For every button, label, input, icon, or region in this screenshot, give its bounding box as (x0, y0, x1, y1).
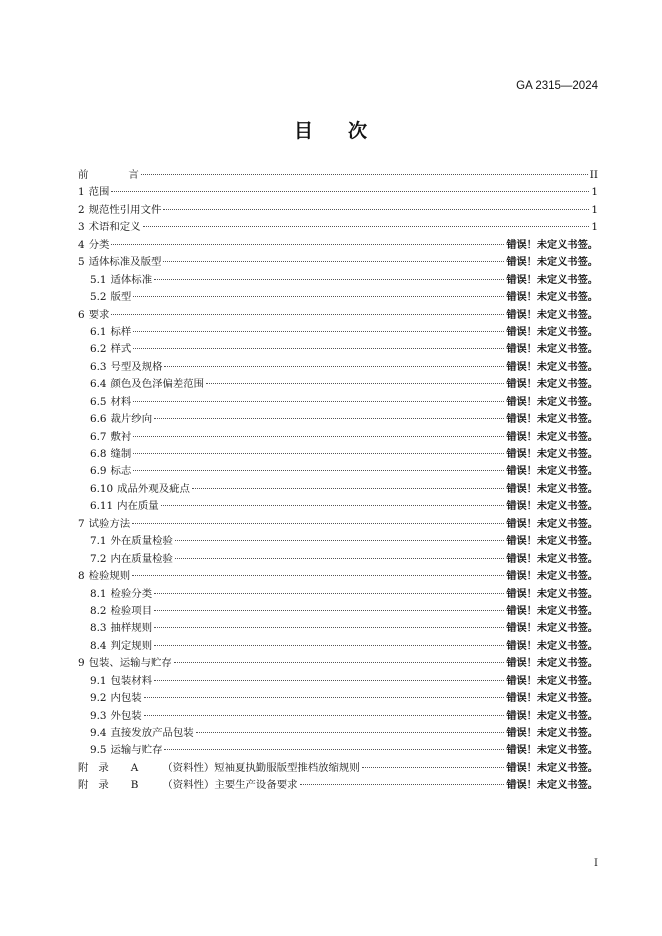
toc-entry[interactable] (78, 585, 598, 602)
toc-page-number: II (589, 169, 598, 181)
dot-leader (362, 767, 505, 768)
toc-entry-label: 敷衬 (110, 430, 132, 443)
toc-page-number: 错误！未定义书签。 (506, 379, 598, 391)
toc-page-number: 错误！未定义书签。 (506, 326, 598, 338)
toc-entry[interactable] (78, 288, 598, 305)
dot-leader (154, 610, 504, 611)
appendix-word-char-1: 附 (78, 779, 89, 792)
toc-entry-number: 7.1 (90, 535, 107, 548)
toc-entry-number: 6.8 (90, 448, 107, 460)
toc-entry-number: 6.6 (90, 413, 107, 426)
toc-page-number: 1 (591, 221, 598, 234)
toc-entry-label: 包装、运输与贮存 (88, 657, 172, 670)
dot-leader (133, 436, 504, 437)
toc-entry-label: 成品外观及疵点 (117, 482, 190, 495)
toc-entry-number: 3 (78, 221, 85, 234)
toc-entry-label: 适体标准及版型 (88, 256, 162, 269)
toc-entry-number: 6.7 (90, 430, 107, 443)
toc-page-number: 错误！未定义书签。 (506, 745, 598, 757)
toc-entry-label: 内包装 (110, 692, 142, 705)
toc-page-number: 错误！未定义书签。 (506, 361, 598, 373)
appendix-title: （资料性）短袖夏执勤服版型推档放缩规则 (162, 761, 360, 774)
dot-leader (174, 662, 505, 663)
toc-entry-label: 范围 (88, 186, 110, 199)
toc-entry[interactable] (78, 515, 598, 532)
toc-entry-label: 检验分类 (110, 587, 153, 600)
toc-entry[interactable] (78, 410, 598, 427)
toc-page-number: 错误！未定义书签。 (506, 536, 598, 548)
toc-entry[interactable] (78, 428, 598, 445)
toc-entry[interactable] (78, 637, 598, 654)
toc-page-number: 错误！未定义书签。 (506, 605, 598, 617)
toc-entry[interactable] (78, 340, 598, 357)
dot-leader (154, 279, 504, 280)
toc-entry-label: 材料 (110, 395, 132, 408)
toc-page-number: 错误！未定义书签。 (506, 571, 598, 583)
toc-page-number: 1 (591, 203, 598, 216)
toc-entry[interactable] (78, 393, 598, 410)
toc-entry[interactable] (78, 741, 598, 758)
toc-entry-number: 9.1 (90, 674, 107, 687)
toc-entry-number: 6.3 (90, 360, 107, 373)
dot-leader (144, 697, 505, 698)
toc-entry-label: 缝制 (110, 448, 132, 460)
dot-leader (141, 174, 588, 175)
dot-leader (111, 314, 504, 315)
toc-page-number: 错误！未定义书签。 (506, 710, 598, 722)
title-char-2: 次 (348, 120, 369, 142)
dot-leader (192, 488, 504, 489)
appendix-word-char-2: 录 (98, 761, 109, 774)
toc-page-number: 错误！未定义书签。 (506, 640, 598, 652)
foreword-char-2: 言 (128, 169, 139, 181)
toc-entry-number: 9 (78, 657, 85, 670)
toc-entry-number: 5.2 (90, 291, 107, 304)
toc-entry[interactable] (78, 201, 598, 218)
dot-leader (133, 331, 504, 332)
toc-page-number: 错误！未定义书签。 (506, 518, 598, 530)
page-number: I (594, 858, 598, 869)
toc-entry-number: 8 (78, 570, 85, 583)
toc-page-number: 错误！未定义书签。 (506, 414, 598, 426)
dot-leader (133, 470, 504, 471)
toc-entry-number: 6 (78, 308, 85, 321)
toc-entry[interactable] (78, 236, 598, 253)
toc-entry-label: 标志 (110, 465, 132, 478)
toc-entry-label: 判定规则 (110, 639, 153, 652)
table-of-contents (78, 166, 598, 794)
toc-entry[interactable] (78, 724, 598, 741)
toc-entry-label: 版型 (110, 291, 132, 304)
toc-entry[interactable] (78, 480, 598, 497)
toc-entry-label: 包装材料 (110, 674, 153, 687)
dot-leader (133, 401, 504, 402)
toc-entry-label: 号型及规格 (110, 360, 163, 373)
toc-entry-number: 6.2 (90, 343, 107, 356)
toc-entry-number: 6.1 (90, 325, 107, 338)
toc-entry[interactable] (78, 654, 598, 671)
dot-leader (143, 226, 590, 227)
toc-page-number: 错误！未定义书签。 (506, 309, 598, 321)
toc-entry-label: 抽样规则 (110, 622, 153, 635)
toc-page-number: 错误！未定义书签。 (506, 693, 598, 705)
toc-entry-number: 8.2 (90, 604, 107, 617)
toc-entry[interactable] (78, 689, 598, 706)
dot-leader (175, 558, 504, 559)
toc-entry-number: 8.3 (90, 622, 107, 635)
toc-entry-number: 1 (78, 186, 85, 199)
dot-leader (132, 523, 504, 524)
toc-entry-number: 6.11 (90, 500, 114, 513)
dot-leader (144, 715, 505, 716)
toc-entry[interactable] (78, 183, 598, 200)
toc-entry[interactable] (78, 602, 598, 619)
standard-code: GA 2315—2024 (516, 80, 598, 92)
dot-leader (132, 575, 504, 576)
toc-entry[interactable] (78, 358, 598, 375)
dot-leader (300, 784, 505, 785)
dot-leader (154, 645, 504, 646)
dot-leader (154, 627, 504, 628)
toc-entry-label: 运输与贮存 (110, 744, 163, 757)
toc-entry[interactable] (78, 218, 598, 235)
toc-entry-number: 5.1 (90, 273, 107, 286)
toc-entry-number: 2 (78, 203, 85, 216)
toc-entry[interactable] (78, 550, 598, 567)
toc-entry-number: 9.3 (90, 709, 107, 722)
dot-leader (154, 418, 504, 419)
toc-entry[interactable] (78, 375, 598, 392)
dot-leader (206, 383, 504, 384)
toc-entry-number: 6.4 (90, 378, 107, 391)
foreword-char-1: 前 (78, 169, 89, 181)
toc-page-number: 1 (591, 186, 598, 199)
toc-entry[interactable] (78, 707, 598, 724)
appendix-title: （资料性）主要生产设备要求 (162, 779, 298, 792)
toc-entry[interactable] (78, 271, 598, 288)
toc-page-number: 错误！未定义书签。 (506, 780, 598, 792)
toc-entry-label: 颜色及色泽偏差范围 (110, 378, 205, 391)
toc-entry-label: 样式 (110, 343, 132, 356)
dot-leader (133, 453, 504, 454)
toc-page-number: 错误！未定义书签。 (506, 623, 598, 635)
toc-entry[interactable] (78, 672, 598, 689)
toc-appendix-entry[interactable] (78, 776, 598, 793)
toc-entry-number: 7.2 (90, 552, 107, 565)
toc-entry[interactable] (78, 497, 598, 514)
toc-entry[interactable] (78, 462, 598, 479)
toc-entry-number: 6.9 (90, 465, 107, 478)
toc-page-number: 错误！未定义书签。 (506, 466, 598, 478)
toc-entry-label: 术语和定义 (88, 221, 141, 234)
dot-leader (163, 261, 504, 262)
dot-leader (133, 348, 504, 349)
toc-entry[interactable] (78, 253, 598, 270)
toc-page-number: 错误！未定义书签。 (506, 239, 598, 251)
toc-page-number: 错误！未定义书签。 (506, 449, 598, 460)
toc-entry[interactable] (78, 532, 598, 549)
toc-entry-label: 直接发放产品包装 (110, 727, 194, 739)
toc-page-number: 错误！未定义书签。 (506, 431, 598, 443)
toc-entry-foreword[interactable] (78, 166, 598, 183)
toc-entry-number: 5 (78, 256, 85, 269)
dot-leader (154, 680, 504, 681)
toc-entry[interactable] (78, 619, 598, 636)
toc-entry[interactable] (78, 567, 598, 584)
dot-leader (133, 296, 504, 297)
toc-entry-label: 外在质量检验 (110, 535, 173, 548)
toc-entry[interactable] (78, 306, 598, 323)
toc-entry-number: 6.10 (90, 482, 114, 495)
toc-entry-label: 内在质量 (117, 500, 159, 513)
toc-page-number: 错误！未定义书签。 (506, 588, 598, 600)
appendix-letter: A (130, 761, 139, 774)
dot-leader (164, 749, 504, 750)
toc-page-number: 错误！未定义书签。 (506, 762, 598, 774)
dot-leader (111, 244, 504, 245)
toc-page-number: 错误！未定义书签。 (506, 483, 598, 495)
toc-page-number: 错误！未定义书签。 (506, 292, 598, 304)
toc-page-number: 错误！未定义书签。 (506, 658, 598, 670)
toc-page-number: 错误！未定义书签。 (506, 675, 598, 687)
toc-entry-label: 适体标准 (110, 273, 153, 286)
toc-entry-label: 检验项目 (110, 604, 153, 617)
appendix-letter: B (130, 779, 139, 792)
toc-entry-number: 6.5 (90, 395, 107, 408)
toc-page-number: 错误！未定义书签。 (506, 728, 598, 739)
dot-leader (175, 540, 504, 541)
toc-page-number: 错误！未定义书签。 (506, 501, 598, 513)
toc-page-number: 错误！未定义书签。 (506, 344, 598, 356)
dot-leader (161, 505, 505, 506)
toc-entry-label: 分类 (88, 238, 110, 251)
toc-page-number: 错误！未定义书签。 (506, 396, 598, 408)
dot-leader (111, 191, 589, 192)
toc-entry-number: 9.5 (90, 744, 107, 757)
title-char-1: 目 (293, 120, 314, 142)
toc-page-number: 错误！未定义书签。 (506, 274, 598, 286)
toc-entry-number: 7 (78, 517, 85, 530)
dot-leader (163, 209, 589, 210)
toc-entry-number: 9.4 (90, 727, 107, 739)
toc-entry-number: 8.4 (90, 639, 107, 652)
appendix-word-char-1: 附 (78, 761, 89, 774)
toc-entry-label: 试验方法 (88, 517, 131, 530)
toc-entry-label: 检验规则 (88, 570, 131, 583)
toc-entry-label: 内在质量检验 (110, 552, 173, 565)
toc-entry[interactable] (78, 445, 598, 462)
dot-leader (164, 366, 504, 367)
toc-entry-label: 裁片纱向 (110, 413, 153, 426)
appendix-word-char-2: 录 (98, 779, 109, 792)
toc-entry-number: 4 (78, 238, 85, 251)
page-title (0, 116, 662, 143)
toc-entry[interactable] (78, 323, 598, 340)
toc-page-number: 错误！未定义书签。 (506, 553, 598, 565)
toc-page-number: 错误！未定义书签。 (506, 257, 598, 269)
toc-entry-number: 9.2 (90, 692, 107, 705)
toc-entry-number: 8.1 (90, 587, 107, 600)
toc-entry-label: 外包装 (110, 709, 142, 722)
toc-entry-label: 规范性引用文件 (88, 203, 162, 216)
toc-entry-label: 标样 (110, 325, 132, 338)
dot-leader (196, 732, 505, 733)
toc-appendix-entry[interactable] (78, 759, 598, 776)
dot-leader (154, 593, 504, 594)
toc-entry-label: 要求 (88, 308, 110, 321)
